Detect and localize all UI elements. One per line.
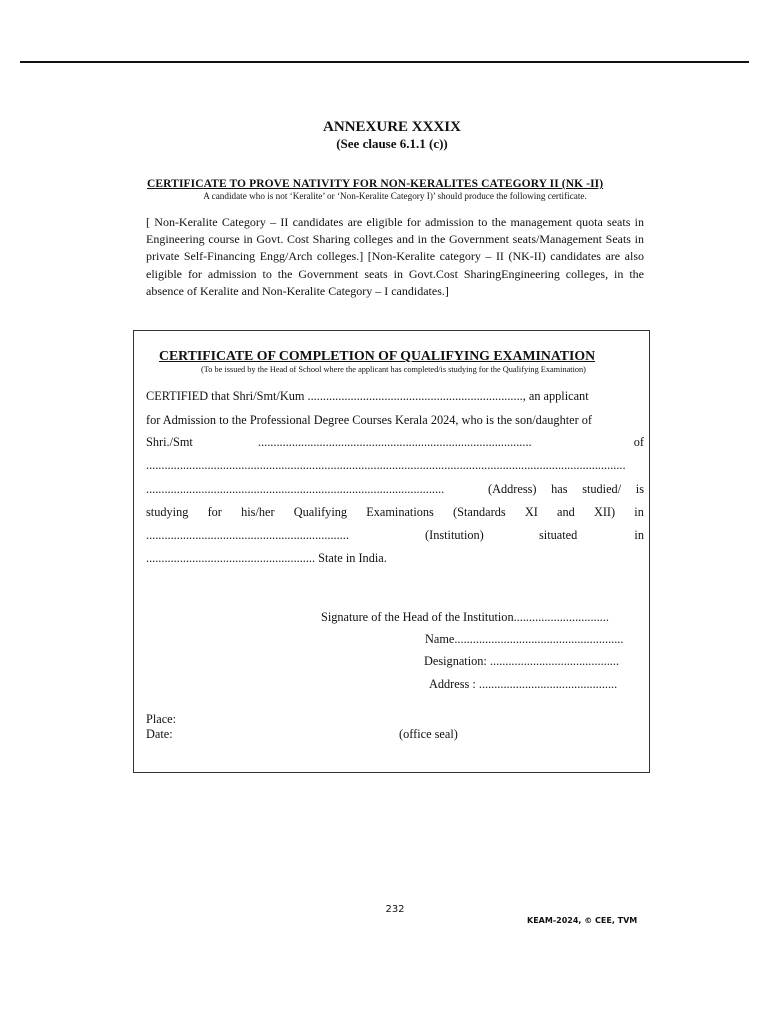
- certificate-title: CERTIFICATE OF COMPLETION OF QUALIFYING EXAMINATION: [159, 348, 596, 363]
- certificate-box: [133, 330, 650, 773]
- is-word: is: [635, 482, 644, 496]
- address-line: [146, 482, 644, 497]
- institution-word: (Institution): [425, 528, 484, 542]
- parent-dots: .........................................................................................: [258, 435, 532, 449]
- word: (Standards: [453, 505, 506, 519]
- word: for: [207, 505, 222, 519]
- word: his/her: [241, 505, 275, 519]
- parent-of: of: [633, 435, 644, 449]
- studied-word: studied/: [582, 482, 622, 496]
- nativity-note: A candidate who is not ‘Keralite’ or ‘Non-Keralite Category I)’ should produce the following certificate.: [203, 191, 587, 201]
- certified-line: CERTIFIED that Shri/Smt/Kum ......................................................................, an applicant: [146, 389, 589, 403]
- in-word: in: [634, 528, 644, 542]
- word: in: [634, 505, 644, 519]
- eligibility-paragraph: [ Non-Keralite Category – II candidates are eligible for admission to the management quota seats in Engineering course in Govt. Cost Sharing colleges and in the Government seats/Management Seats in private Self-Financing Engg/Arch colleges.] [Non-Keralite category – II (NK-II) candidates are also eligible for admission to the Government seats in Govt.Cost SharingEngineering colleges, in the absence of Keralite and Non-Keralite Category – I candidates.]: [146, 215, 644, 298]
- parent-line: [146, 435, 644, 450]
- word: studying: [146, 505, 189, 519]
- annexure-title: ANNEXURE XXXIX: [323, 119, 461, 135]
- nativity-heading: CERTIFICATE TO PROVE NATIVITY FOR NON-KERALITES CATEGORY II (NK -II): [147, 178, 604, 190]
- place-label: Place:: [146, 712, 177, 726]
- designation-line: Designation: ..........................................: [424, 654, 620, 668]
- footer-credit: KEAM-2024, © CEE, TVM: [527, 916, 638, 925]
- address-word: (Address): [488, 482, 537, 496]
- address-dots: .................................................................................................: [146, 482, 445, 496]
- address-field-line: Address : .............................................: [429, 677, 618, 691]
- has-word: has: [551, 482, 568, 496]
- word: and: [556, 505, 575, 519]
- institution-line: [146, 528, 644, 543]
- annexure-clause: (See clause 6.1.1 (c)): [336, 136, 448, 151]
- word: Qualifying: [293, 505, 348, 519]
- situated-word: situated: [539, 528, 578, 542]
- page-number: 232: [385, 904, 405, 915]
- office-seal-label: (office seal): [399, 727, 458, 741]
- state-line: ....................................................... State in India.: [146, 551, 387, 565]
- word: XII): [593, 505, 616, 519]
- name-line: Name.......................................................: [425, 632, 624, 646]
- word: Examinations: [366, 505, 434, 519]
- studying-line: [146, 505, 644, 520]
- admission-line: for Admission to the Professional Degree Courses Kerala 2024, who is the son/daughter of: [146, 413, 593, 427]
- address-dots-line: ............................................................................................................................................................: [146, 458, 626, 472]
- date-label: Date:: [146, 727, 173, 741]
- top-rule: [20, 61, 749, 63]
- signature-line: Signature of the Head of the Institution...............................: [321, 610, 609, 624]
- parent-label: Shri./Smt: [146, 435, 193, 449]
- certificate-subtitle: (To be issued by the Head of School where the applicant has completed/is studying for the Qualifying Examination): [201, 365, 586, 374]
- institution-dots: ..................................................................: [146, 528, 349, 542]
- word: XI: [524, 505, 538, 519]
